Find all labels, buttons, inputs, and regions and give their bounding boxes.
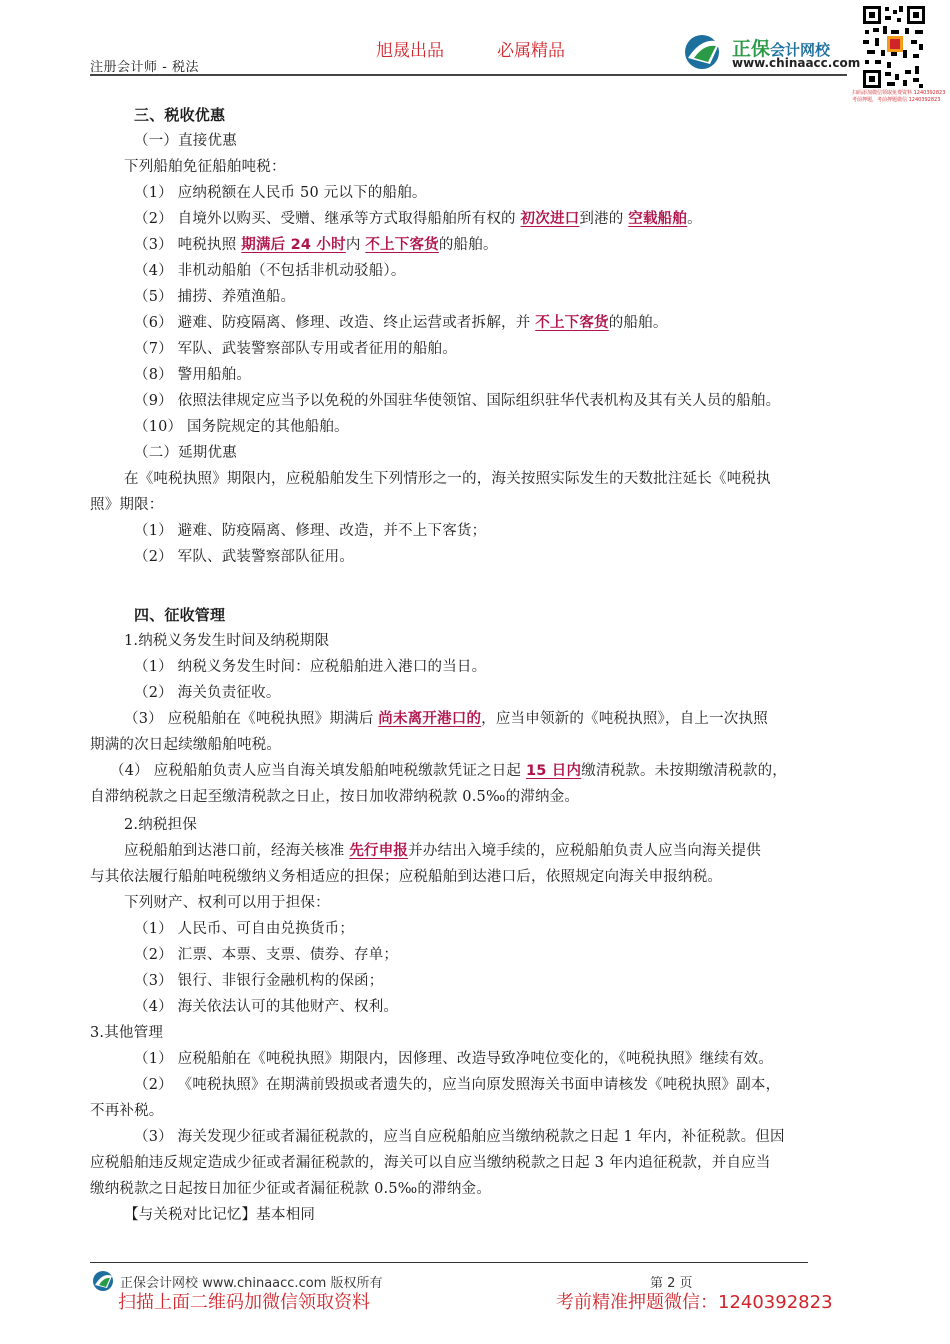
footer-promo-right: 考前精准押题微信：1240392823: [556, 1292, 833, 1313]
text-run: （2） 自境外以购买、受赠、继承等方式取得船舶所有权的: [134, 211, 521, 227]
subsection-deferred: （二）延期优惠: [134, 445, 237, 461]
mgmt-item-3-cont: 期满的次日起续缴船舶吨税。: [90, 737, 282, 753]
other-item-1: （1） 应税船舶在《吨税执照》期限内，因修理、改造导致净吨位变化的，《吨税执照》继续有效。: [134, 1051, 774, 1067]
qr-note: 扫码添加微信领取免费资料 1240392823 考前押题，考前押题微信 1240392823: [852, 90, 946, 103]
other-item-3-cont-2: 缴纳税款之日起按日加征少征或者漏征税款 0.5‰的滞纳金。: [90, 1181, 491, 1197]
header-slogan-right: 必属精品: [497, 41, 565, 61]
mgmt-heading-1: 1.纳税义务发生时间及纳税期限: [124, 633, 330, 649]
mgmt-item-3: [124, 706, 768, 732]
exempt-item-9: （9） 依照法律规定应当予以免税的外国驻华使领馆、国际组织驻华代表机构及其有关人员的船舶。: [134, 393, 781, 409]
guarantee-para-2: 与其依法履行船舶吨税缴纳义务相适应的担保；应税船舶到达港口后，依照规定向海关申报纳税。: [90, 869, 723, 885]
subsection-direct: （一）直接优惠: [134, 133, 237, 149]
guarantee-item-4: （4） 海关依法认可的其他财产、权利。: [134, 999, 399, 1015]
header-divider: [90, 74, 847, 76]
deferred-para-1: 在《吨税执照》期限内，应税船舶发生下列情形之一的，海关按照实际发生的天数批注延长《吨税执: [124, 471, 771, 487]
exempt-item-5: （5） 捕捞、养殖渔船。: [134, 289, 296, 305]
footer-divider: [90, 1262, 808, 1263]
exempt-item-10: （10） 国务院规定的其他船舶。: [134, 419, 349, 435]
text-run: （3） 应税船舶在《吨税执照》期满后: [124, 711, 379, 727]
mgmt-heading-3: 3.其他管理: [90, 1025, 164, 1041]
other-item-3-cont-1: 应税船舶违反规定造成少征或者漏征税款的，海关可以自应当缴纳税款之日起 3 年内追征税款，并自应当: [90, 1155, 771, 1171]
text-run: （6） 避难、防疫隔离、修理、改造、终止运营或者拆解，并: [134, 315, 536, 331]
text-run: 应税船舶到达港口前，经海关核准: [124, 843, 350, 859]
text-run: 内: [345, 237, 366, 253]
other-item-2-cont: 不再补税。: [90, 1103, 164, 1119]
text-run: （3） 吨税执照: [134, 237, 242, 253]
highlight-not-left-port: 尚未离开港口的: [378, 711, 482, 727]
guarantee-intro: 下列财产、权利可以用于担保：: [124, 895, 330, 911]
other-item-3: （3） 海关发现少征或者漏征税款的，应当自应税船舶应当缴纳税款之日起 1 年内，补征税款。但因: [134, 1129, 785, 1145]
footer-promo-left: 扫描上面二维码加微信领取资料: [118, 1292, 370, 1313]
text-run: （4） 应税船舶负责人应当自海关填发船舶吨税缴款凭证之日起: [110, 763, 526, 779]
text-run: 到港的: [579, 211, 629, 227]
other-item-2: （2） 《吨税执照》在期满前毁损或者遗失的，应当向原发照海关书面申请核发《吨税执照》副本，: [134, 1077, 781, 1093]
highlight-first-import: 初次进口: [520, 211, 580, 227]
text-run: 。: [687, 211, 702, 227]
header-slogan-left: 旭晟出品: [376, 41, 444, 61]
logo-name-zb: 正保: [732, 38, 771, 60]
mgmt-item-4-cont: 自滞纳税款之日起至缴清税款之日止，按日加收滞纳税款 0.5‰的滞纳金。: [90, 789, 580, 805]
exempt-item-8: （8） 警用船舶。: [134, 367, 252, 383]
page-number: 第 2 页: [650, 1276, 693, 1291]
exempt-item-4: （4） 非机动船舶（不包括非机动驳船）。: [134, 263, 406, 279]
text-run: ，应当申领新的《吨税执照》，自上一次执照: [481, 711, 768, 727]
section-3-title: 三、税收优惠: [134, 106, 226, 124]
logo-name-rest: 会计网校: [770, 41, 831, 59]
logo-url: www.chinaacc.com: [732, 56, 861, 70]
highlight-no-cargo: 不上下客货: [365, 237, 439, 253]
deferred-item-1: （1） 避难、防疫隔离、修理、改造，并不上下客货；: [134, 523, 487, 539]
exempt-item-2: [134, 206, 702, 232]
guarantee-para-1: [124, 838, 761, 864]
text-run: 并办结出入境手续的，应税船舶负责人应当向海关提供: [408, 843, 761, 859]
exempt-item-7: （7） 军队、武装警察部队专用或者征用的船舶。: [134, 341, 457, 357]
mgmt-item-4: [110, 758, 787, 784]
text-run: 的船舶。: [438, 237, 498, 253]
deferred-para-2: 照》期限：: [90, 497, 164, 513]
mgmt-item-2: （2） 海关负责征收。: [134, 685, 281, 701]
guarantee-item-3: （3） 银行、非银行金融机构的保函；: [134, 973, 384, 989]
highlight-no-cargo-2: 不上下客货: [535, 315, 609, 331]
highlight-24h: 期满后 24 小时: [241, 237, 346, 253]
course-title: 注册会计师 - 税法: [90, 60, 199, 75]
exempt-item-1: （1） 应纳税额在人民币 50 元以下的船舶。: [134, 185, 427, 201]
exempt-item-6: [134, 310, 668, 336]
section-4-title: 四、征收管理: [134, 606, 226, 624]
mgmt-item-1: （1） 纳税义务发生时间：应税船舶进入港口的当日。: [134, 659, 487, 675]
chinaacc-logo-icon: [680, 32, 728, 72]
highlight-15-days: 15 日内: [525, 763, 582, 779]
deferred-item-2: （2） 军队、武装警察部队征用。: [134, 549, 355, 565]
guarantee-item-1: （1） 人民币、可自由兑换货币；: [134, 921, 355, 937]
footer-logo-icon: [92, 1270, 114, 1292]
footer-copyright: 正保会计网校 www.chinaacc.com 版权所有: [120, 1276, 383, 1291]
guarantee-item-2: （2） 汇票、本票、支票、债券、存单；: [134, 947, 399, 963]
text-run: 缴清税款。未按期缴清税款的，: [581, 763, 787, 779]
highlight-empty-ship: 空载船舶: [628, 211, 688, 227]
text-run: 的船舶。: [608, 315, 668, 331]
highlight-pre-declare: 先行申报: [349, 843, 409, 859]
exempt-item-3: [134, 232, 498, 258]
mgmt-heading-2: 2.纳税担保: [124, 817, 198, 833]
exempt-intro: 下列船舶免征船舶吨税：: [124, 159, 286, 175]
qr-code-icon: [861, 4, 927, 90]
comparison-note: 【与关税对比记忆】基本相同: [124, 1207, 316, 1223]
